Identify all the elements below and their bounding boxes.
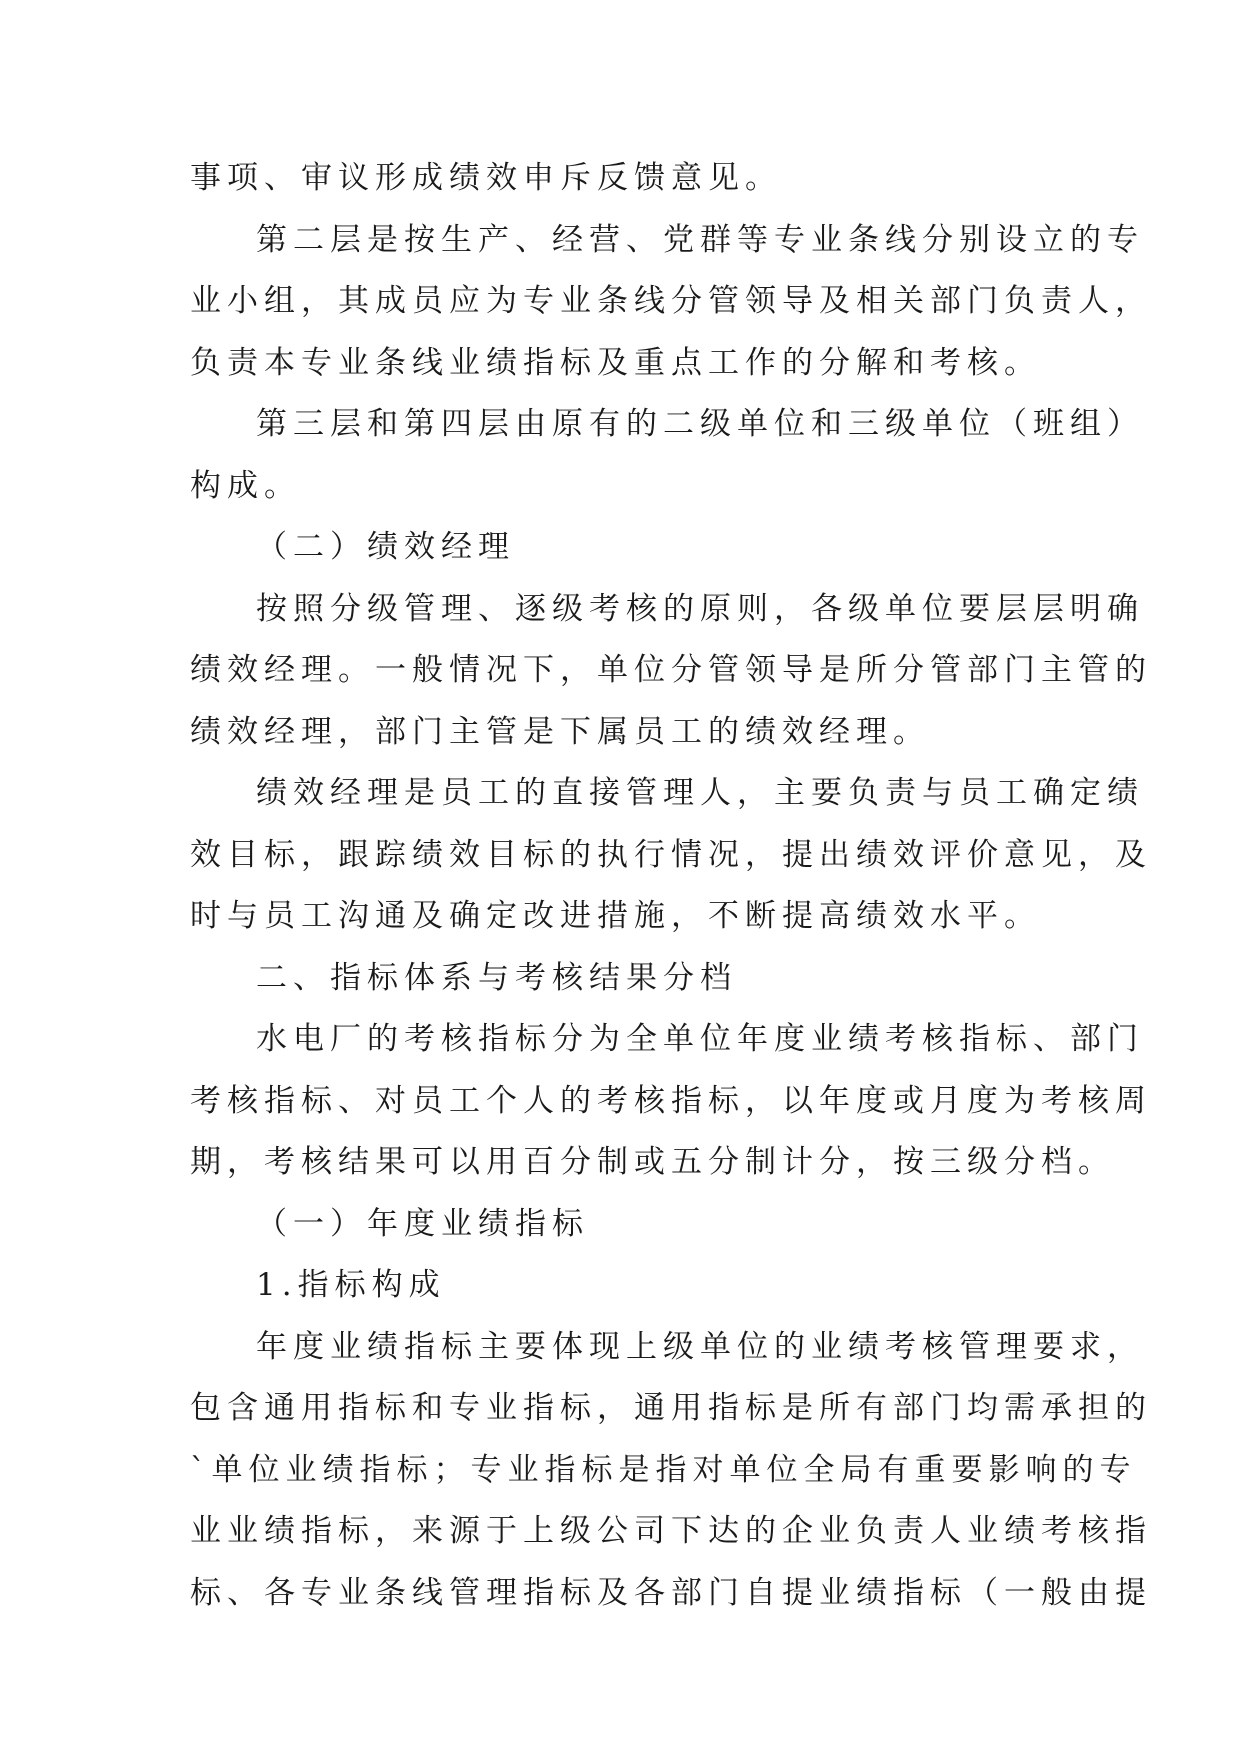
section-heading: 二、指标体系与考核结果分档 <box>256 959 737 996</box>
text-line: 业小组，其成员应为专业条线分管领导及相关部门负责人， <box>190 283 1152 319</box>
text-line: 第三层和第四层由原有的二级单位和三级单位（班组） <box>256 406 1144 442</box>
text-line: 期，考核结果可以用百分制或五分制计分，按三级分档。 <box>190 1144 1115 1180</box>
text-line: 时与员工沟通及确定改进措施，不断提高绩效水平。 <box>190 898 1041 934</box>
text-line: 第二层是按生产、经营、党群等专业条线分别设立的专 <box>256 221 1144 258</box>
text-line: 绩效经理是员工的直接管理人，主要负责与员工确定绩 <box>256 775 1144 811</box>
text-line: 包含通用指标和专业指标，通用指标是所有部门均需承担的 <box>190 1390 1152 1426</box>
text-line: 负责本专业条线业绩指标及重点工作的分解和考核。 <box>190 344 1041 381</box>
text-line: 标、各专业条线管理指标及各部门自提业绩指标（一般由提 <box>190 1574 1152 1611</box>
text-line: 按照分级管理、逐级考核的原则，各级单位要层层明确 <box>256 590 1144 627</box>
text-line: `单位业绩指标；专业指标是指对单位全局有重要影响的专 <box>190 1451 1137 1488</box>
text-line: 年度业绩指标主要体现上级单位的业绩考核管理要求， <box>256 1328 1144 1365</box>
text-line: 绩效经理。一般情况下，单位分管领导是所分管部门主管的 <box>190 652 1152 688</box>
section-heading: 1.指标构成 <box>256 1267 446 1303</box>
text-line: 构成。 <box>190 467 301 504</box>
text-line: 业业绩指标，来源于上级公司下达的企业负责人业绩考核指 <box>190 1513 1152 1549</box>
document-body <box>190 148 1152 1624</box>
section-heading: （二）绩效经理 <box>256 529 515 565</box>
text-line: 考核指标、对员工个人的考核指标，以年度或月度为考核周 <box>190 1082 1152 1119</box>
text-line: 效目标，跟踪绩效目标的执行情况，提出绩效评价意见，及 <box>190 836 1152 873</box>
text-line: 水电厂的考核指标分为全单位年度业绩考核指标、部门 <box>256 1021 1144 1057</box>
text-line: 事项、审议形成绩效申斥反馈意见。 <box>190 160 782 196</box>
text-line: 绩效经理，部门主管是下属员工的绩效经理。 <box>190 713 930 750</box>
section-heading: （一）年度业绩指标 <box>256 1205 589 1242</box>
